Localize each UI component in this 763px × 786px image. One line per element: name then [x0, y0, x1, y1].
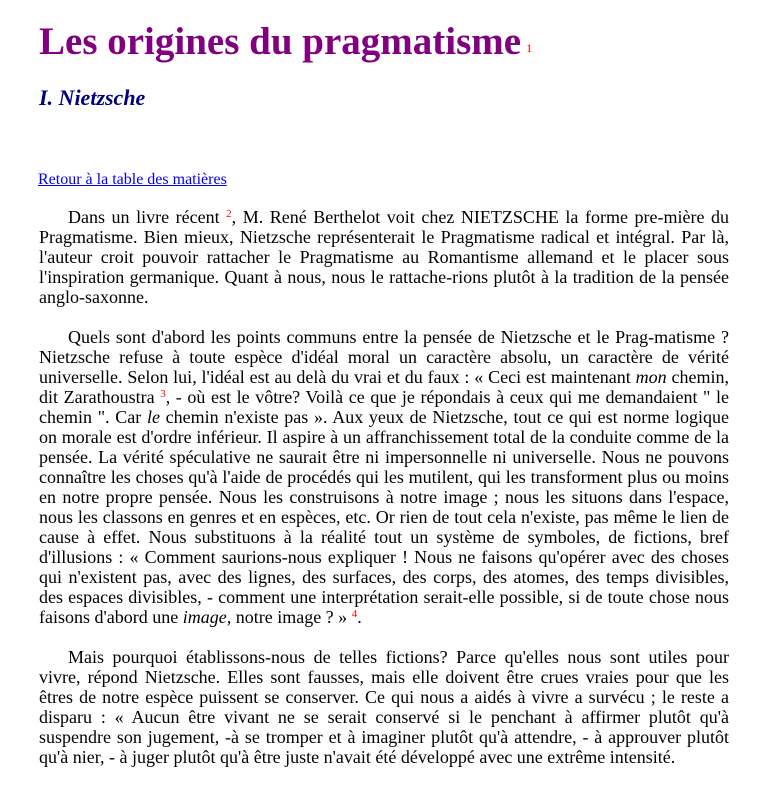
paragraph-2	[39, 327, 729, 627]
paragraph-2-text-f: .	[357, 607, 362, 627]
title-footnote-ref[interactable]: 1	[526, 41, 533, 55]
paragraph-1	[39, 207, 729, 307]
paragraph-3-text-a: Mais pourquoi établissons-nous de telles fictions? Parce qu'elles nous sont utiles pour vivre, répond Nietzsche. Elles sont fausses, mais elle doivent être crues vraies pour que les êtres de notre espèce puissent se conserver. Ce qui nous a aidés à vivre a survécu ; le reste a disparu : « Aucun être vivant ne se serait conservé si le penchant à affirmer plutôt qu'à suspendre son jugement, -à se tromper et à imaginer plutôt qu'à attendre, - à approuver plutôt qu'à nier, - à juger plutôt qu'à être juste n'avait été développé avec une extrême intensité.	[39, 647, 729, 767]
footnote-ref-4[interactable]: 4	[351, 608, 358, 620]
paragraph-2-text-a: Quels sont d'abord les points communs entre la pensée de Nietzsche et le Prag-matisme ? Nietzsche refuse à toute espèce d'idéal moral un caractère absolu, un caractère de vérité universelle. Selon lui, l'idéal est au delà du vrai et du faux : « Ceci est maintenant	[39, 327, 729, 387]
back-to-toc-link[interactable]: Retour à la table des matières	[38, 171, 227, 188]
footnote-ref-2[interactable]: 2	[226, 208, 232, 220]
paragraph-1-text-b: , M. René Berthelot voit chez NIETZSCHE la forme pre-mière du Pragmatisme. Bien mieux, Nietzsche représenterait le Pragmatisme radical et intégral. Par là, l'auteur croit pouvoir rattacher le Pragmatisme au Romantisme allemand et le placer sous l'inspiration germanique. Quant à nous, nous le rattache-rions plutôt à la tradition de la pensée anglo-saxonne.	[39, 207, 729, 307]
document-body	[39, 207, 729, 786]
page-title-text: Les origines du pragmatisme	[39, 20, 522, 63]
paragraph-1-text-a: Dans un livre récent	[68, 207, 227, 227]
paragraph-2-text-d: chemin n'existe pas ». Aux yeux de Nietzsche, tout ce qui est norme logique on morale est d'ordre inférieur. Il aspire à un affranchissement total de la conduite comme de la pensée. La vérité spéculative ne saurait être ni impersonnelle ni universelle. Nous ne pouvons connaître les choses qu'à l'aide de procédés qui les mutilent, qui les transforment plus ou moins en notre propre pensée. Nous les construisons à notre image ; nous les situons dans l'espace, nous les classons en genres et en espèces, etc. Or rien de tout cela n'existe, pas même le lien de cause à effet. Nous substituons à la réalité tout un système de symboles, de fictions, bref d'illusions : « Comment saurions-nous expliquer ! Nous ne faisons qu'opérer avec des choses qui n'existent pas, avec des lignes, des surfaces, des corps, des atomes, des temps divisibles, des espaces divisibles, - comment une interprétation serait-elle possible, si de toute chose nous faisons d'abord une	[39, 407, 729, 627]
page-title	[39, 16, 532, 68]
paragraph-2-text-b: chemin, dit Zarathoustra	[39, 367, 729, 407]
footnote-ref-3[interactable]: 3	[160, 388, 166, 400]
emphasis-image: image,	[182, 607, 232, 627]
emphasis-le: le	[146, 407, 160, 427]
emphasis-mon: mon	[635, 367, 667, 387]
chapter-subtitle: I. Nietzsche	[39, 85, 146, 110]
paragraph-2-text-e: notre image ? »	[231, 607, 352, 627]
paragraph-3	[39, 647, 729, 767]
paragraph-2-text-c: , - où est le vôtre? Voilà ce que je répondais à ceux qui me demandaient " le chemin ". Car	[39, 387, 729, 427]
